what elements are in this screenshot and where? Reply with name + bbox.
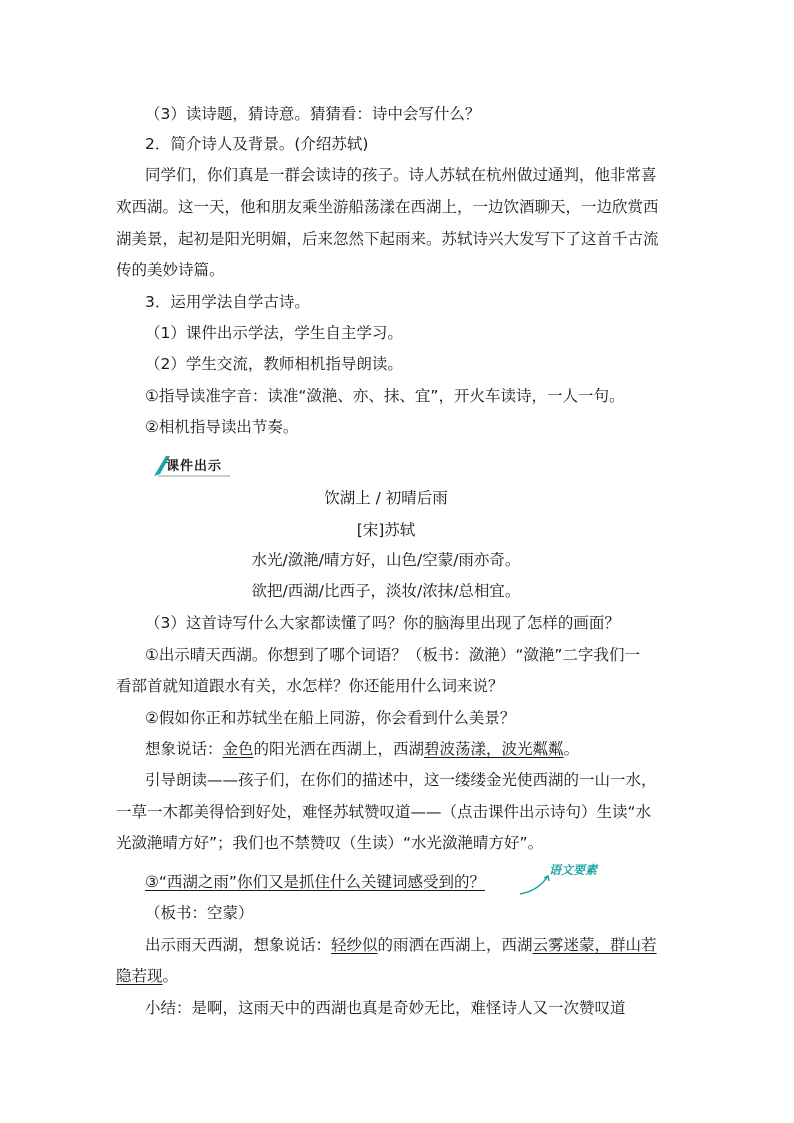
poem-line: 欲把/西湖/比西子，淡妆/浓抹/总相宜。 [251,582,521,600]
intro-paragraph-line: 欢西湖。这一天，他和朋友乘坐游船荡漾在西湖上，一边饮酒聊天，一边欣赏西 [116,198,659,216]
language-element-tag: 语文要素 [549,863,598,877]
rain-imagine-sentence [145,935,655,955]
underlined-phrase: 轻纱似 [331,936,378,954]
guided-reading-line: 一草一木都美得恰到好处，难怪苏轼赞叹道——（点击课件出示诗句）生读“水 [116,803,652,821]
intro-paragraph-line: 传的美妙诗篇。 [116,261,225,279]
poem-title: 饮湖上 / 初晴后雨 [324,489,448,507]
rain-mid: 的雨洒在西湖上，西湖 [377,936,533,954]
section-3-heading: 3．运用学法自学古诗。 [145,293,310,311]
section-2-heading: 2．简介诗人及背景。(介绍苏轼) [145,135,369,153]
underlined-phrase: 隐若现 [116,967,163,985]
poem-author: [宋]苏轼 [356,521,416,539]
sunny-scene-line: ①出示晴天西湖。你想到了哪个词语？（板书：潋滟）“潋滟”二字我们一 [145,646,640,664]
intro-paragraph-line: 同学们，你们真是一群会读诗的孩子。诗人苏轼在杭州做过通判，他非常喜 [145,166,657,184]
guided-reading-line: 引导朗读——孩子们，在你们的描述中，这一缕缕金光使西湖的一山一水， [145,771,657,789]
step-2: （2）学生交流，教师相机指导朗读。 [145,355,403,373]
imagine-end: 。 [563,740,580,758]
boat-scene-question: ②假如你正和苏轼坐在船上同游，你会看到什么美景？ [145,709,516,727]
rain-imagine-sentence-cont [116,966,656,986]
poem-line: 水光/潋滟/晴方好，山色/空蒙/雨亦奇。 [251,551,521,569]
step-3-read-title: （3）读诗题，猜诗意。猜猜看：诗中会写什么？ [145,105,481,123]
underlined-phrase: ③“西湖之雨”你们又是抓住什么关键词感受到的？ [145,873,485,891]
pronunciation-guide: ①指导读准字音：读准“潋滟、亦、抹、宜”，开火车读诗，一人一句。 [145,387,625,405]
imagine-sentence [145,739,655,759]
rhythm-guide: ②相机指导读出节奏。 [145,418,299,436]
courseware-badge-label: 课件出示 [166,459,223,474]
rain-prefix: 出示雨天西湖，想象说话： [145,936,332,954]
underlined-phrase: 碧波荡漾，波光粼粼 [424,740,564,758]
sunny-scene-line: 看部首就知道跟水有关，水怎样？你还能用什么词来说？ [116,677,504,695]
step-1: （1）课件出示学法，学生自主学习。 [145,324,403,342]
underlined-phrase: 金色 [222,740,254,758]
board-note: （板书：空蒙） [145,904,254,922]
summary-line: 小结：是啊，这雨天中的西湖也真是奇妙无比，难怪诗人又一次赞叹道 [145,999,626,1017]
question-3: （3）这首诗写什么大家都读懂了吗？你的脑海里出现了怎样的画面？ [145,614,620,632]
imagine-prefix: 想象说话： [145,740,223,758]
imagine-mid: 的阳光洒在西湖上，西湖 [253,740,425,758]
rain-end: 。 [162,967,179,985]
intro-paragraph-line: 湖美景，起初是阳光明媚，后来忽然下起雨来。苏轼诗兴大发写下了这首千古流 [116,230,659,248]
underlined-phrase: 云雾迷蒙，群山若 [532,936,657,954]
guided-reading-line: 光潋滟晴方好”；我们也不禁赞叹（生读）“水光潋滟晴方好”。 [116,834,544,852]
